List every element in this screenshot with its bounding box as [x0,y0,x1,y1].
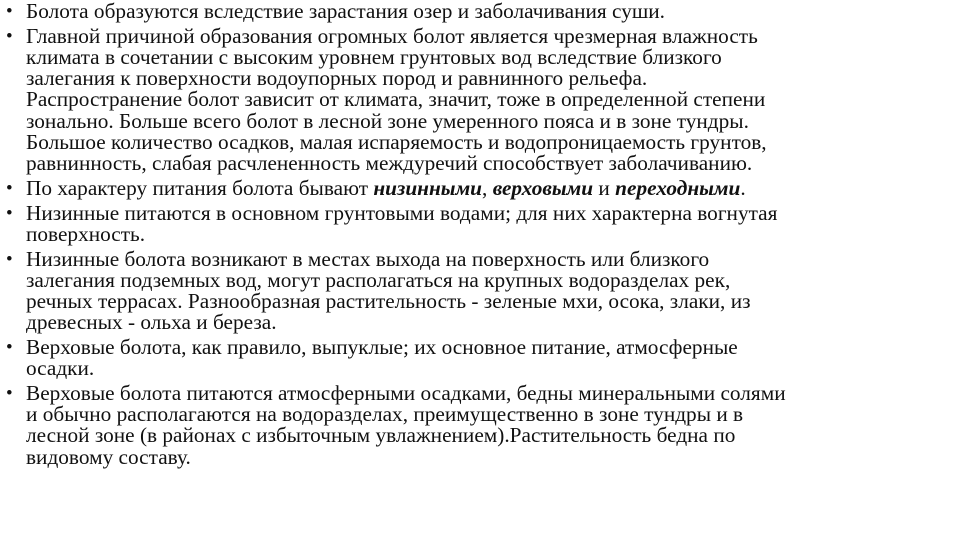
text-line [26,47,956,68]
bullet-item [6,246,956,335]
bullet-item [6,383,956,468]
bullet-marker-icon: • [6,25,13,47]
text-line [26,68,956,89]
text-line [26,404,956,425]
text-line [26,153,956,174]
text-segment: лесной зоне (в районах с избыточным увлажнением).Растительность бедна по [26,423,736,448]
bullet-list [6,1,956,471]
bullet-marker-icon: • [6,177,13,199]
bullet-marker-icon: • [6,1,13,22]
text-line [26,200,956,225]
text-line [26,358,956,379]
text-segment: По характеру питания болота бывают [26,175,374,200]
text-segment: Распространение болот зависит от климата, значит, тоже в определенной степени [26,87,766,112]
text-line [26,337,956,358]
text-segment: залегания подземных вод, могут располагаться на крупных водоразделах рек, [26,267,731,292]
text-line [26,129,956,154]
emphasized-term: верховыми [492,175,594,200]
text-segment: древесных - ольха и береза. [26,310,277,335]
text-segment: , [482,175,493,200]
bullet-item [6,1,956,22]
emphasized-term: переходными [615,175,741,200]
text-segment: Низинные болота возникают в местах выхода на поверхность или близкого [26,246,710,271]
text-segment: климата в сочетании с высоким уровнем грунтовых вод вследствие близкого [26,45,722,69]
bullet-item [6,23,956,176]
text-line [26,383,956,404]
bullet-item [6,200,956,246]
text-segment: и [593,175,616,200]
bullet-marker-icon: • [6,383,13,405]
bullet-item [6,175,956,200]
emphasized-term: низинными [373,175,483,200]
text-line [26,1,956,22]
text-segment: осадки. [26,356,95,381]
text-segment: Верховые болота, как правило, выпуклые; их основное питание, атмосферные [26,335,738,360]
text-segment: залегания к поверхности водоупорных пород и равнинного рельефа. [26,66,648,91]
text-segment: и обычно располагаются на водоразделах, преимущественно в зоне тундры и в [26,402,744,427]
bullet-marker-icon: • [6,202,13,224]
text-segment: Верховые болота питаются атмосферными осадками, бедны минеральными солями [26,381,786,406]
text-line [26,291,956,312]
text-segment: . [740,175,746,200]
text-segment: равнинность, слабая расчлененность междуречий способствует заболачиванию. [26,151,753,176]
text-line [26,444,956,469]
text-segment: Главной причиной образования огромных болот является чрезмерная влажность [26,23,758,48]
text-segment: Большое количество осадков, малая испаряемость и водопроницаемость грунтов, [26,129,767,154]
text-segment: поверхность. [26,221,146,246]
text-segment: зонально. Больше всего болот в лесной зоне умеренного пояса и в зоне тундры. [26,108,749,133]
text-segment: Болота образуются вследствие зарастания озер и заболачивания суши. [26,0,665,23]
text-line [26,89,956,110]
text-line [26,108,956,133]
text-line [26,221,956,246]
text-line [26,312,956,333]
text-line [26,246,956,271]
text-line [26,267,956,292]
text-segment: видовому составу. [26,444,191,469]
text-line [26,23,956,48]
bullet-item [6,337,956,379]
text-segment: Низинные питаются в основном грунтовыми водами; для них характерна вогнутая [26,200,778,225]
bullet-marker-icon: • [6,337,13,359]
text-line [26,425,956,446]
bullet-marker-icon: • [6,248,13,270]
text-line [26,175,956,200]
text-segment: речных террасах. Разнообразная растительность - зеленые мхи, осока, злаки, из [26,289,751,314]
